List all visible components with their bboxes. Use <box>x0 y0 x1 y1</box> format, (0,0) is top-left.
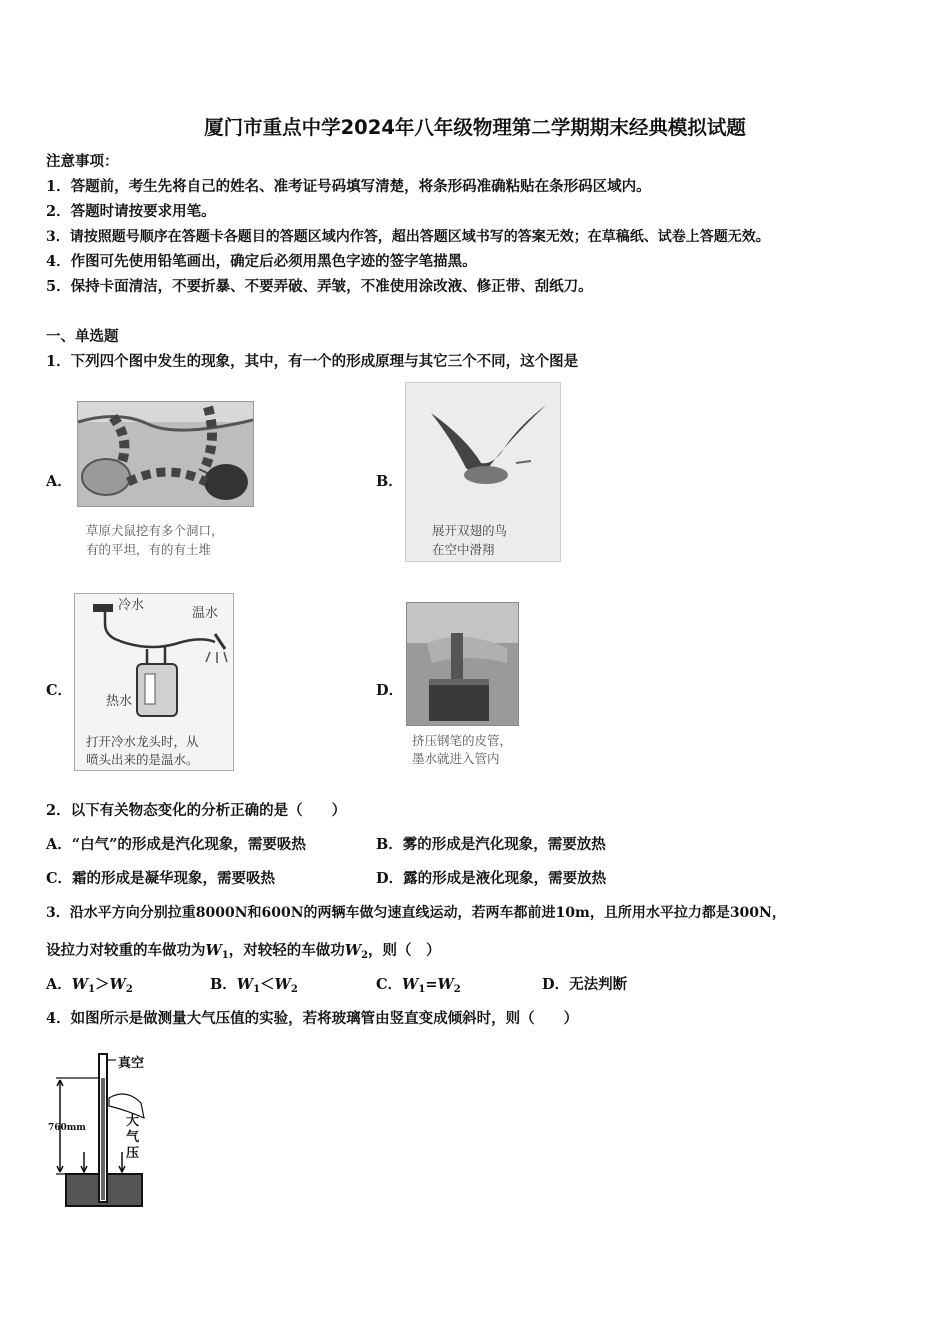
page-title: 厦门市重点中学2024年八年级物理第二学期期末经典模拟试题 <box>204 116 746 139</box>
section-heading: 一、单选题 <box>46 328 119 345</box>
caption: 打开冷水龙头时，从 <box>86 734 199 749</box>
prairie-dog-burrow-image <box>77 401 254 507</box>
question-1-stem: 1．下列四个图中发生的现象，其中，有一个的形成原理与其它三个不同，这个图是 <box>46 353 579 370</box>
option-c-label: C． <box>46 682 73 699</box>
vacuum-label: 真空 <box>118 1056 145 1071</box>
option-c: C．$W_1=W_2$ <box>376 976 461 995</box>
notice-item: 3．请按照题号顺序在答题卡各题目的答题区域内作答，超出答题区域书写的答案无效；在草稿纸、试卷上答题无效。 <box>46 229 770 245</box>
fountain-pen-ink-image <box>406 602 519 726</box>
option-c: C．霜的形成是凝华现象，需要吸热 <box>46 870 276 887</box>
caption: 在空中滑翔 <box>432 542 495 557</box>
warm-water-tag: 温水 <box>192 606 219 621</box>
option-a: A．$W_1>W_2$ <box>46 976 133 995</box>
caption: 有的平坦，有的有土堆 <box>86 542 212 557</box>
option-b-label: B． <box>376 473 403 490</box>
atmospheric-pressure-label-3: 压 <box>126 1146 140 1161</box>
notice-heading: 注意事项： <box>46 153 119 170</box>
caption: 展开双翅的鸟 <box>432 523 508 538</box>
question-4-stem: 4．如图所示是做测量大气压值的实验，若将玻璃管由竖直变成倾斜时，则（ ） <box>46 1010 579 1027</box>
notice-item: 5．保持卡面清洁，不要折暴、不要弄破、弄皱，不准使用涂改液、修正带、刮纸刀。 <box>46 278 593 295</box>
question-2-stem: 2．以下有关物态变化的分析正确的是（ ） <box>46 802 347 819</box>
caption: 墨水就进入管内 <box>412 751 500 766</box>
option-b: B．雾的形成是汽化现象，需要放热 <box>376 836 606 853</box>
notice-item: 2．答题时请按要求用笔。 <box>46 203 216 220</box>
atmospheric-pressure-label-2: 气 <box>126 1130 140 1145</box>
height-label: 760mm <box>48 1123 86 1133</box>
question-3-stem: 3．沿水平方向分别拉重8000N和600N的两辆车做匀速直线运动，若两车都前进10m，且所用水平拉力都是300N， <box>46 905 786 921</box>
caption: 挤压钢笔的皮管， <box>412 733 513 748</box>
question-3-stem-continued: 设拉力对较重的车做功为$W_1$，对较轻的车做功$W_2$，则（ ） <box>46 942 441 961</box>
option-a-label: A． <box>46 473 72 490</box>
hot-water-tag: 热水 <box>106 694 133 709</box>
option-d: D．无法判断 <box>542 976 628 993</box>
option-a: A．“白气”的形成是汽化现象，需要吸热 <box>46 836 306 853</box>
option-b: B．$W_1<W_2$ <box>210 976 298 995</box>
notice-item: 1．答题前，考生先将自己的姓名、准考证号码填写清楚，将条形码准确粘贴在条形码区域内。 <box>46 178 651 195</box>
notice-item: 4．作图可先使用铅笔画出，确定后必须用黑色字迹的签字笔描黑。 <box>46 253 477 270</box>
option-d: D．露的形成是液化现象，需要放热 <box>376 870 607 887</box>
caption: 喷头出来的是温水。 <box>86 752 199 767</box>
atmospheric-pressure-label-1: 大 <box>126 1114 140 1129</box>
option-d-label: D． <box>376 682 404 699</box>
cold-water-tag: 冷水 <box>118 598 145 613</box>
caption: 草原犬鼠挖有多个洞口， <box>86 523 224 538</box>
